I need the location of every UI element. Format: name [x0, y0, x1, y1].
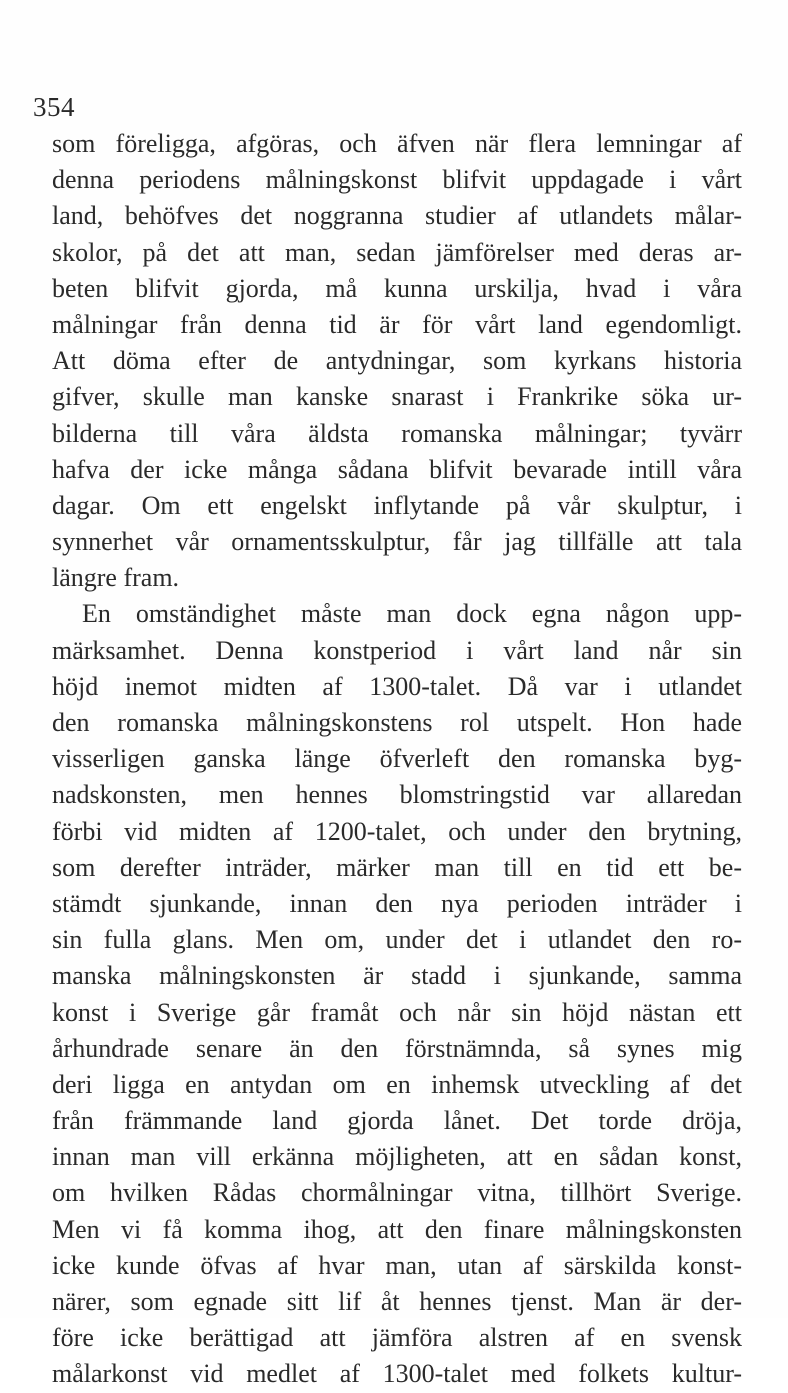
body-text [52, 126, 742, 1393]
text-line: höjd inemot midten af 1300-talet. Då var i utlandet [52, 671, 742, 701]
text-line: hafva der icke många sådana blifvit bevarade intill våra [52, 454, 742, 484]
text-line: som derefter inträder, märker man till en tid ett be- [52, 852, 742, 882]
text-line: dagar. Om ett engelskt inflytande på vår skulptur, i [52, 490, 742, 520]
text-line: nadskonsten, men hennes blomstringstid var allaredan [52, 780, 742, 810]
text-line: Men vi få komma ihog, att den finare målningskonsten [52, 1214, 742, 1244]
text-line: målningar från denna tid är för vårt land egendomligt. [52, 309, 742, 339]
text-line: som föreligga, afgöras, och äfven när flera lemningar af [52, 129, 742, 158]
text-line: märksamhet. Denna konstperiod i vårt land når sin [52, 635, 742, 665]
text-line: deri ligga en antydan om en inhemsk utveckling af det [52, 1069, 742, 1099]
text-line: bilderna till våra äldsta romanska målningar; tyvärr [52, 418, 742, 448]
text-line: stämdt sjunkande, innan den nya perioden inträder i [52, 888, 742, 918]
text-line: Att döma efter de antydningar, som kyrkans historia [52, 346, 742, 376]
text-line: före icke berättigad att jämföra alstren af en svensk [52, 1323, 742, 1353]
text-line: synnerhet vår ornamentsskulptur, får jag tillfälle att tala [52, 527, 742, 557]
text-line: århundrade senare än den förstnämnda, så synes mig [52, 1033, 742, 1063]
text-line: den romanska målningskonstens rol utspelt. Hon hade [52, 708, 742, 737]
text-line: land, behöfves det noggranna studier af utlandets målar- [52, 201, 742, 231]
text-line: gifver, skulle man kanske snarast i Frankrike söka ur- [52, 382, 742, 412]
text-line: förbi vid midten af 1200-talet, och under den brytning, [52, 816, 742, 846]
paragraph-end-line: längre fram. [52, 563, 180, 593]
text-line: innan man vill erkänna möjligheten, att en sådan konst, [52, 1142, 742, 1172]
text-line: denna periodens målningskonst blifvit uppdagade i vårt [52, 165, 742, 195]
text-line: om hvilken Rådas chormålningar vitna, tillhört Sverige. [52, 1178, 742, 1208]
text-line: sin fulla glans. Men om, under det i utlandet den ro- [52, 925, 742, 955]
text-line: manska målningskonsten är stadd i sjunkande, samma [52, 961, 742, 991]
text-line: konst i Sverige går framåt och når sin höjd nästan ett [52, 997, 742, 1027]
text-line: målarkonst vid medlet af 1300-talet med folkets kultur- [52, 1359, 742, 1389]
page-number: 354 [33, 92, 75, 122]
paragraph-start-line: En omständighet måste man dock egna någon upp- [82, 599, 742, 629]
text-line: beten blifvit gjorda, må kunna urskilja, hvad i våra [52, 273, 742, 303]
text-line: skolor, på det att man, sedan jämförelser med deras ar- [52, 237, 742, 267]
text-line: visserligen ganska länge öfverleft den romanska byg- [52, 744, 742, 774]
text-line: från främmande land gjorda lånet. Det torde dröja, [52, 1106, 742, 1136]
text-line: icke kunde öfvas af hvar man, utan af särskilda konst- [52, 1250, 742, 1280]
text-line: närer, som egnade sitt lif åt hennes tjenst. Man är der- [52, 1287, 742, 1316]
